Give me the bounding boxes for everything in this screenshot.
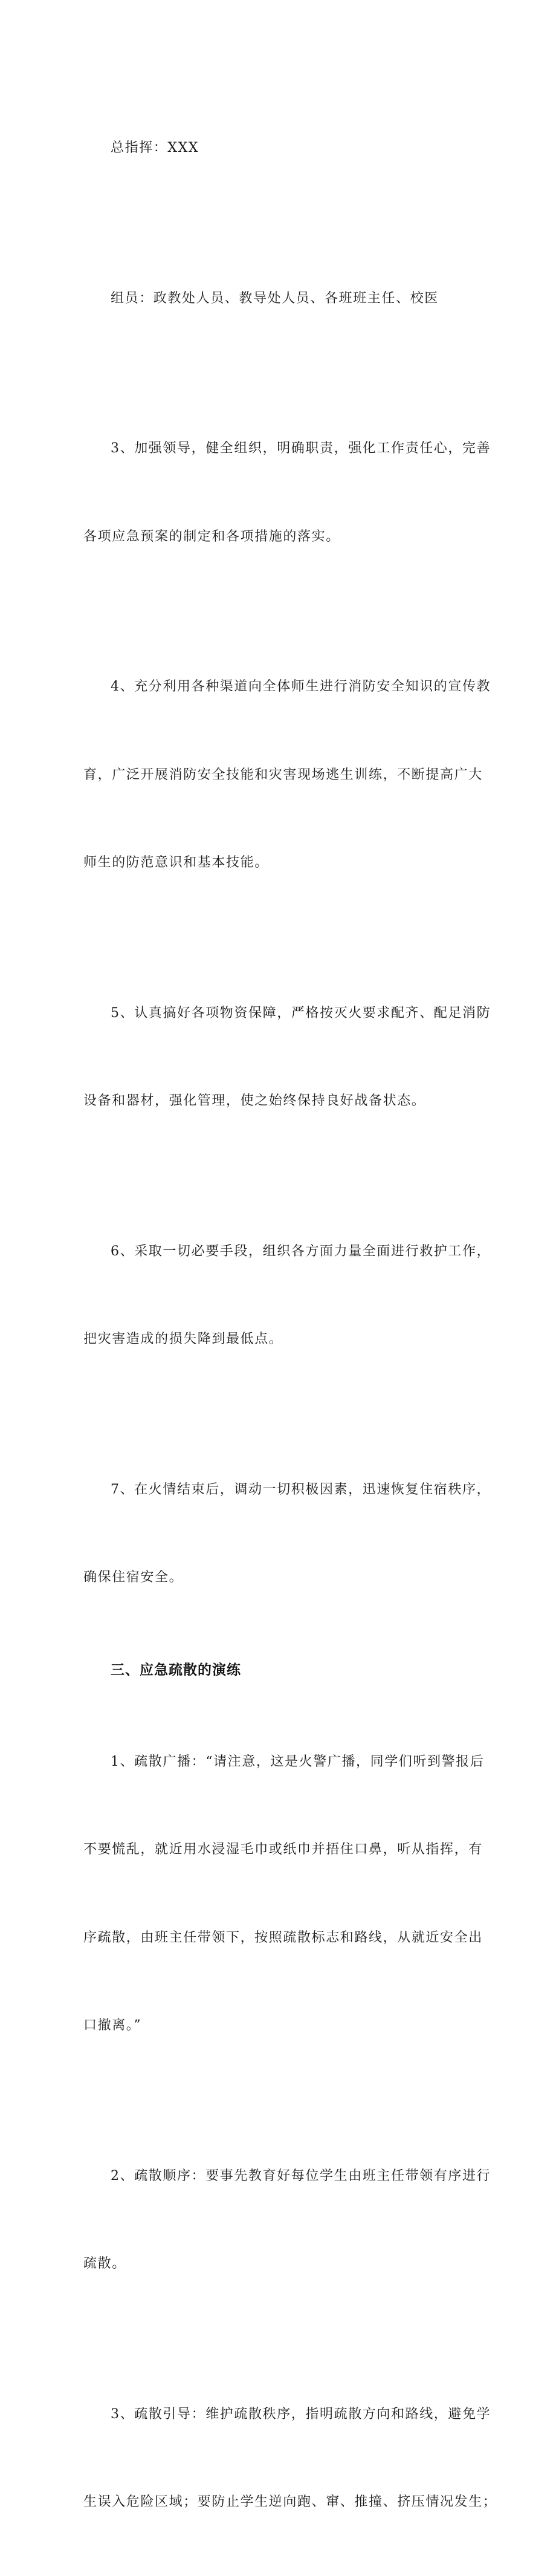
section-heading: 三、应急疏散的演练 [111,1662,241,1678]
list-item [83,1689,485,2100]
paragraph-line: 育，广泛开展消防安全技能和灾害现场逃生训练，不断提高广大 [83,767,483,782]
list-item [83,376,491,610]
list-item [83,1417,491,1651]
paragraph-line: 3、疏散引导：维护疏散秩序，指明疏散方向和路线，避免学 [111,2406,491,2422]
paragraph-line: 不要慌乱，就近用水浸湿毛巾或纸巾并捂住口鼻，听从指挥，有 [83,1842,483,1857]
paragraph-line: 确保住宿安全。 [83,1570,184,1585]
members-line [83,226,477,372]
paragraph-line: 师生的防范意识和基本技能。 [83,855,269,870]
paragraph-line: 4、充分利用各种渠道向全体师生进行消防安全知识的宣传教 [111,679,491,694]
list-item [83,2103,491,2338]
document-body [83,75,497,2576]
paragraph-line: 6、采取一切必要手段，组织各方面力量全面进行救护工作， [111,1243,491,1259]
list-item [83,614,491,937]
paragraph-line: 把灾害造成的损失降到最低点。 [83,1332,283,1347]
list-item [83,1179,491,1413]
paragraph-line: 设备和器材，强化管理，使之始终保持良好战备状态。 [83,1093,426,1108]
paragraph-line: 序疏散，由班主任带领下，按照疏散标志和路线，从就近安全出 [83,1930,483,1945]
command-line [83,75,477,222]
paragraph-line: 5、认真搞好各项物资保障，严格按灭火要求配齐、配足消防 [111,1005,491,1021]
paragraph-line: 生误入危险区域；要防止学生逆向跑、窜、推撞、挤压情况发生； [83,2494,497,2509]
paragraph-line: 2、疏散顺序：要事先教育好每位学生由班主任带领有序进行 [111,2168,491,2184]
list-item [83,940,491,1175]
paragraph-line: 7、在火情结束后，调动一切积极因素，迅速恢复住宿秩序， [111,1482,491,1497]
paragraph-line: 口撤离。” [83,2018,142,2033]
list-item [83,2341,497,2576]
paragraph-line: 各项应急预案的制定和各项措施的落实。 [83,529,340,544]
paragraph-line: 1、疏散广播：“请注意，这是火警广播，同学们听到警报后 [111,1754,485,1769]
command-line-text: 总指挥：XXX [111,140,199,155]
paragraph-line: 疏散。 [83,2256,126,2271]
members-line-text: 组员：政教处人员、教导处人员、各班班主任、校医 [111,290,439,306]
paragraph-line: 3、加强领导，健全组织，明确职责，强化工作责任心，完善 [111,441,491,456]
